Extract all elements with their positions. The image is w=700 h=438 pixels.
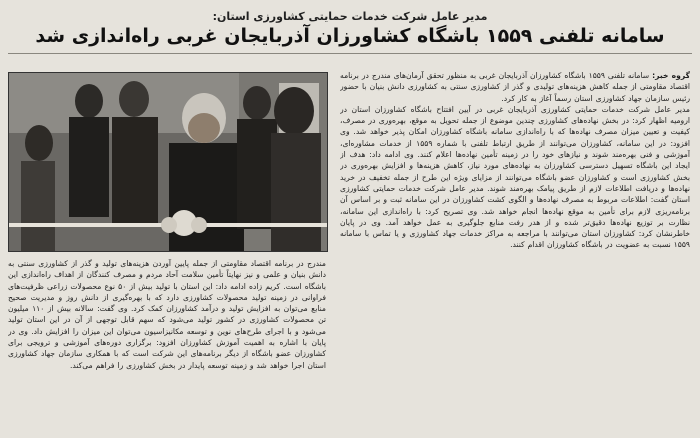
lead-paragraph: سامانه تلفنی ۱۵۵۹ باشگاه کشاورزان آذربایجان غربی به منظور تحقق آرمان‌های مندرج در برنامه اقتصاد مقاومتی از جمله کاهش هزینه‌های تولیدی و گذر از کشاورزی سنتی به کشاورزی دانش بنیان با حضور رئیس سازمان جهاد کشاورزی استان رسماً آغاز به کار کرد. <box>340 71 690 103</box>
body-paragraph-right: مدیر عامل شرکت خدمات حمایتی کشاورزی آذربایجان غربی در آیین افتتاح باشگاه کشاورزان استان در ارومیه اظهار کرد: در بخش نهاده‌های کشاورزی چندین موضوع از جمله تحویل به موقع، بهره‌وری در مصرف، کیفیت و تعیین میزان مصرف نهاده‌ها که با راه‌اندازی سامانه باشگاه کشاورزان امکان پذیر خواهد شد. وی افزود: در این سامانه، کشاورزان می‌توانند از طریق ارتباط تلفنی با شماره ۱۵۵۹ از خدمات مشاوره‌ای، آموزشی و فنی بهره‌مند شوند و نیازهای خود را در زمینه تأمین نهاده‌ها اعلام کنند. وی ادامه داد: هدف از ایجاد این باشگاه تسهیل دسترسی کشاورزان به نهاده‌های مورد نیاز، کاهش هزینه‌ها و افزایش بهره‌وری در بخش کشاورزی است و کشاورزان عضو باشگاه می‌توانند از مزایای ویژه این طرح از جمله تخفیف در خرید نهاده‌ها و دریافت اطلاعات لازم از طریق پیامک بهره‌مند شوند. مدیر عامل شرکت خدمات حمایتی کشاورزی استان گفت: اطلاعات مربوط به مصرف نهاده‌ها و الگوی کشت کشاورزان در این سامانه ثبت و بر اساس آن برنامه‌ریزی لازم برای تأمین به موقع نهاده‌ها انجام خواهد شد. وی تصریح کرد: با راه‌اندازی این سامانه، نظارت بر توزیع نهاده‌ها دقیق‌تر شده و از هدر رفت منابع جلوگیری به عمل خواهد آمد. وی در پایان خاطرنشان کرد: کشاورزان استان می‌توانند با مراجعه به مراکز خدمات جهاد کشاورزی و یا تماس با سامانه ۱۵۵۹ نسبت به عضویت در باشگاه کشاورزان اقدام کنند. <box>340 104 690 250</box>
lead-tag: گروه خبر: <box>652 71 690 80</box>
body-paragraph-bottom: مندرج در برنامه اقتصاد مقاومتی از جمله پایین آوردن هزینه‌های تولید و گذر از کشاورزی سنتی به دانش بنیان و علمی و نیز نهایتاً تأمین سلامت آحاد مردم و مصرف کنندگان از اهداف راه‌اندازی این باشگاه است. کریم زاده ادامه داد: این استان با تولید بیش از ۵۰ نوع محصولات زراعی ظرفیت‌های فراوانی در زمینه تولید محصولات کشاورزی دارد که با بهره‌گیری از دانش روز و مدیریت صحیح منابع می‌توان به افزایش تولید و درآمد کشاورزان کمک کرد. وی گفت: سالانه بیش از ۱۱۰ میلیون تن محصولات کشاورزی در کشور تولید می‌شود که سهم قابل توجهی از آن در این استان تولید می‌شود و با اجرای طرح‌های نوین و توسعه مکانیزاسیون می‌توان این میزان را افزایش داد. وی در پایان با اشاره به اهمیت آموزش کشاورزان افزود: برگزاری دوره‌های آموزشی و ترویجی برای کشاورزان عضو باشگاه از دیگر برنامه‌های این شرکت است که با همکاری سازمان جهاد کشاورزی استان اجرا خواهد شد و زمینه توسعه پایدار در بخش کشاورزی را فراهم می‌کند. <box>8 259 326 370</box>
article-body-right-column <box>340 70 690 432</box>
article-kicker: مدیر عامل شرکت خدمات حمایتی کشاورزی استان: <box>212 10 488 23</box>
article-headline: سامانه تلفنی ۱۵۵۹ باشگاه کشاورزان آذربایجان غربی راه‌اندازی شد <box>35 25 665 47</box>
ribbon-cutting-photo-icon <box>9 73 327 251</box>
header-divider <box>8 53 692 54</box>
news-photo <box>8 72 328 252</box>
article-body-bottom-column <box>8 258 326 434</box>
